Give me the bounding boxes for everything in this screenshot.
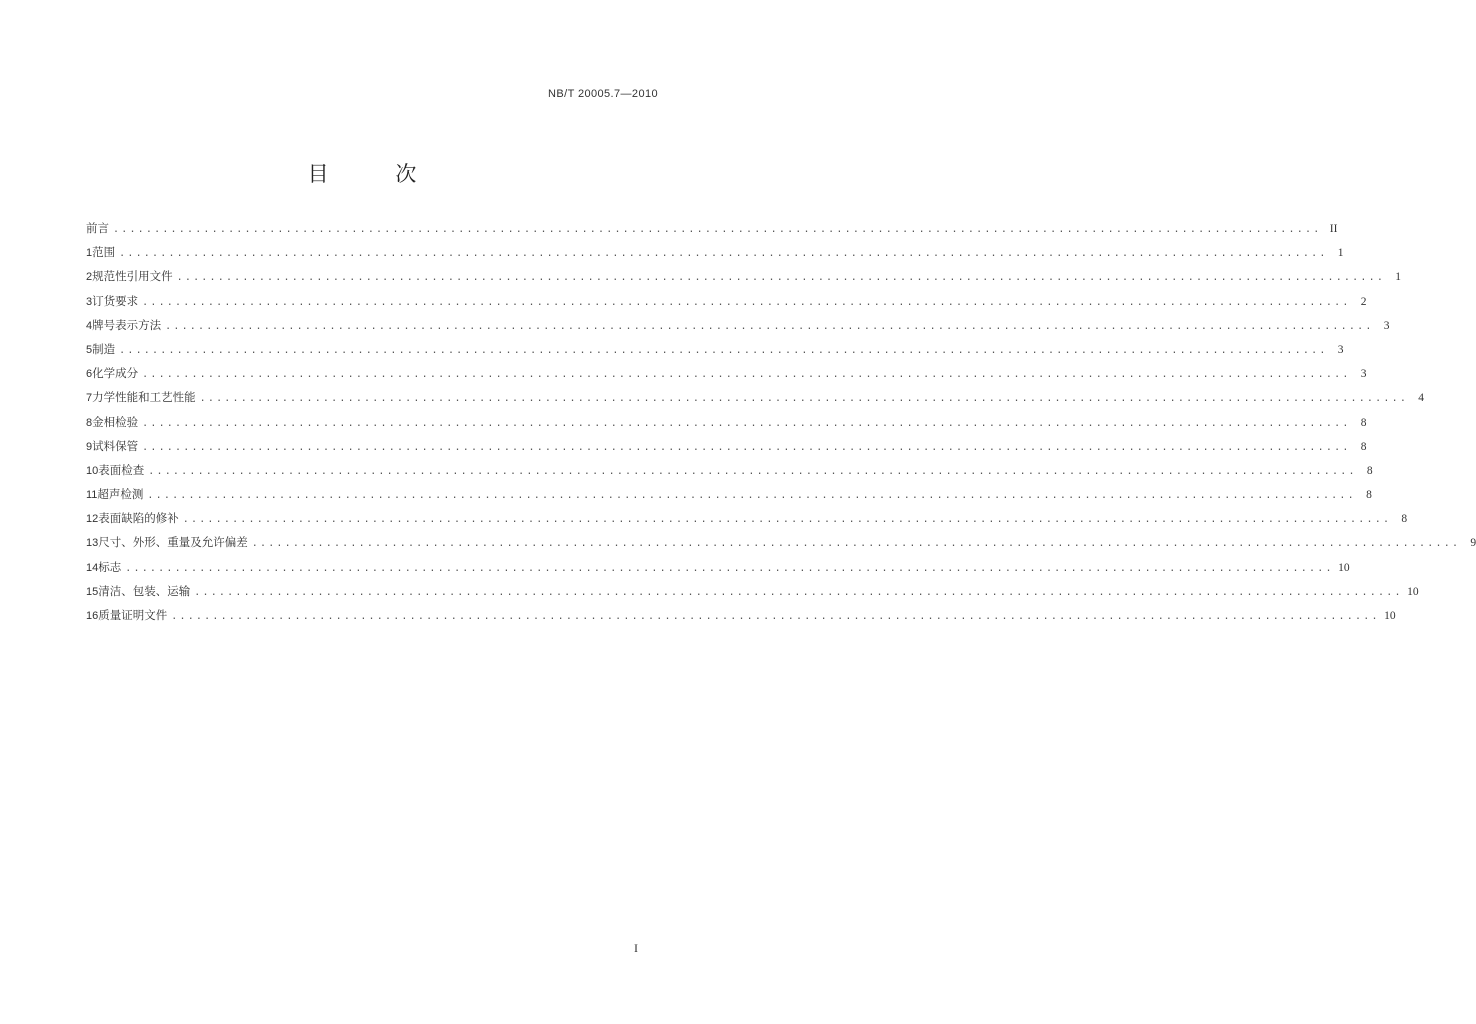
toc-entry-number: 15: [86, 585, 99, 598]
toc-entry-page: 8: [1360, 440, 1367, 453]
toc-entry-label: 力学性能和工艺性能: [92, 390, 196, 405]
toc-entry-page: II: [1329, 223, 1338, 235]
toc-entry-page: 10: [1384, 610, 1396, 622]
toc-entry-number: 1: [86, 247, 93, 260]
toc-entry: [86, 509, 1408, 533]
toc-entry-number: 4: [86, 319, 93, 332]
toc-entry: [86, 437, 1367, 461]
toc-title: 目 次: [307, 162, 447, 186]
toc-entry-page: 3: [1383, 319, 1390, 332]
toc-dot-leader: ...................................................................................................................................................: [119, 248, 1328, 260]
toc-entry-label: 牌号表示方法: [92, 317, 162, 332]
toc-entry-page: 3: [1337, 343, 1344, 356]
toc-entry: [86, 582, 1419, 606]
toc-entry-number: 12: [86, 513, 99, 526]
toc-entry-number: 8: [86, 416, 93, 429]
toc-dot-leader: ...................................................................................................................................................: [165, 320, 1374, 332]
toc-entry-label: 化学成分: [92, 366, 139, 381]
toc-dot-leader: ...................................................................................................................................................: [147, 490, 1356, 502]
page-number: I: [634, 941, 638, 955]
toc-entry-label: 标志: [98, 559, 122, 574]
toc-entry: [86, 461, 1373, 485]
toc-entry-label: 表面检查: [98, 462, 145, 477]
toc-entry-number: 9: [86, 440, 93, 453]
toc-entry: [86, 219, 1338, 243]
toc-entry: [86, 292, 1367, 316]
toc-dot-leader: ...................................................................................................................................................: [142, 441, 1351, 453]
toc-entry-number: 3: [86, 295, 93, 308]
toc-entry-page: 8: [1366, 489, 1372, 502]
toc-entry-page: 10: [1407, 585, 1419, 598]
toc-dot-leader: ...................................................................................................................................................: [148, 465, 1357, 477]
toc-entry-page: 10: [1338, 561, 1350, 574]
toc-dot-leader: ...................................................................................................................................................: [119, 344, 1328, 356]
toc-entry: [86, 485, 1372, 509]
toc-entry-number: 5: [86, 343, 93, 356]
toc-entry: [86, 316, 1390, 340]
toc-entry: [86, 533, 1476, 557]
toc-entry-number: 7: [86, 392, 93, 405]
toc-dot-leader: ...................................................................................................................................................: [142, 417, 1351, 429]
toc-entry-page: 3: [1360, 368, 1367, 381]
toc-entry-page: 1: [1337, 247, 1344, 260]
toc-entry-label: 前言: [86, 221, 109, 235]
toc-entry: [86, 413, 1367, 437]
toc-entry-label: 制造: [92, 341, 116, 356]
toc-entry-number: 10: [86, 464, 99, 477]
toc-entry-page: 4: [1418, 392, 1425, 405]
toc-dot-leader: ...................................................................................................................................................: [182, 514, 1392, 526]
toc-entry-label: 清洁、包装、运输: [98, 583, 191, 598]
toc-entry-label: 超声检测: [97, 487, 144, 502]
toc-entry-page: 8: [1360, 416, 1367, 429]
toc-entry-page: 9: [1470, 537, 1476, 550]
toc-entry: [86, 364, 1367, 388]
toc-entry-label: 质量证明文件: [98, 608, 168, 622]
toc-entry-label: 订货要求: [92, 293, 139, 308]
toc-dot-leader: ...................................................................................................................................................: [125, 562, 1334, 574]
toc-entry: [86, 340, 1344, 364]
toc-entry-label: 表面缺陷的修补: [98, 511, 179, 526]
toc-entry: [86, 558, 1350, 582]
toc-entry-page: 8: [1366, 464, 1373, 477]
table-of-contents: [86, 219, 1476, 630]
toc-entry-number: 14: [86, 561, 99, 574]
toc-dot-leader: ...................................................................................................................................................: [142, 369, 1351, 381]
toc-entry-number: 16: [86, 610, 99, 622]
toc-entry-label: 范围: [92, 245, 116, 260]
toc-entry-label: 规范性引用文件: [92, 269, 173, 284]
toc-entry-label: 尺寸、外形、重量及允许偏差: [98, 535, 248, 550]
toc-entry-number: 6: [86, 368, 93, 381]
toc-dot-leader: ...................................................................................................................................................: [142, 296, 1351, 308]
toc-dot-leader: ...................................................................................................................................................: [171, 611, 1380, 622]
toc-entry: [86, 243, 1344, 267]
toc-entry-label: 金相检验: [92, 414, 139, 429]
toc-dot-leader: ...................................................................................................................................................: [113, 224, 1322, 235]
toc-dot-leader: ...................................................................................................................................................: [251, 538, 1461, 550]
toc-entry: [86, 388, 1425, 412]
toc-entry-page: 2: [1360, 295, 1367, 308]
standard-code: NB/T 20005.7—2010: [548, 88, 658, 100]
toc-entry-page: 8: [1401, 513, 1408, 526]
toc-entry-label: 试料保管: [92, 438, 139, 453]
toc-dot-leader: ...................................................................................................................................................: [199, 393, 1409, 405]
toc-entry: [86, 267, 1402, 291]
toc-dot-leader: ...................................................................................................................................................: [194, 586, 1403, 598]
toc-entry-number: 2: [86, 271, 93, 284]
toc-entry-number: 11: [86, 489, 98, 502]
toc-entry: [86, 606, 1396, 630]
toc-dot-leader: ...................................................................................................................................................: [176, 272, 1386, 284]
toc-entry-page: 1: [1395, 271, 1402, 284]
toc-entry-number: 13: [86, 537, 99, 550]
